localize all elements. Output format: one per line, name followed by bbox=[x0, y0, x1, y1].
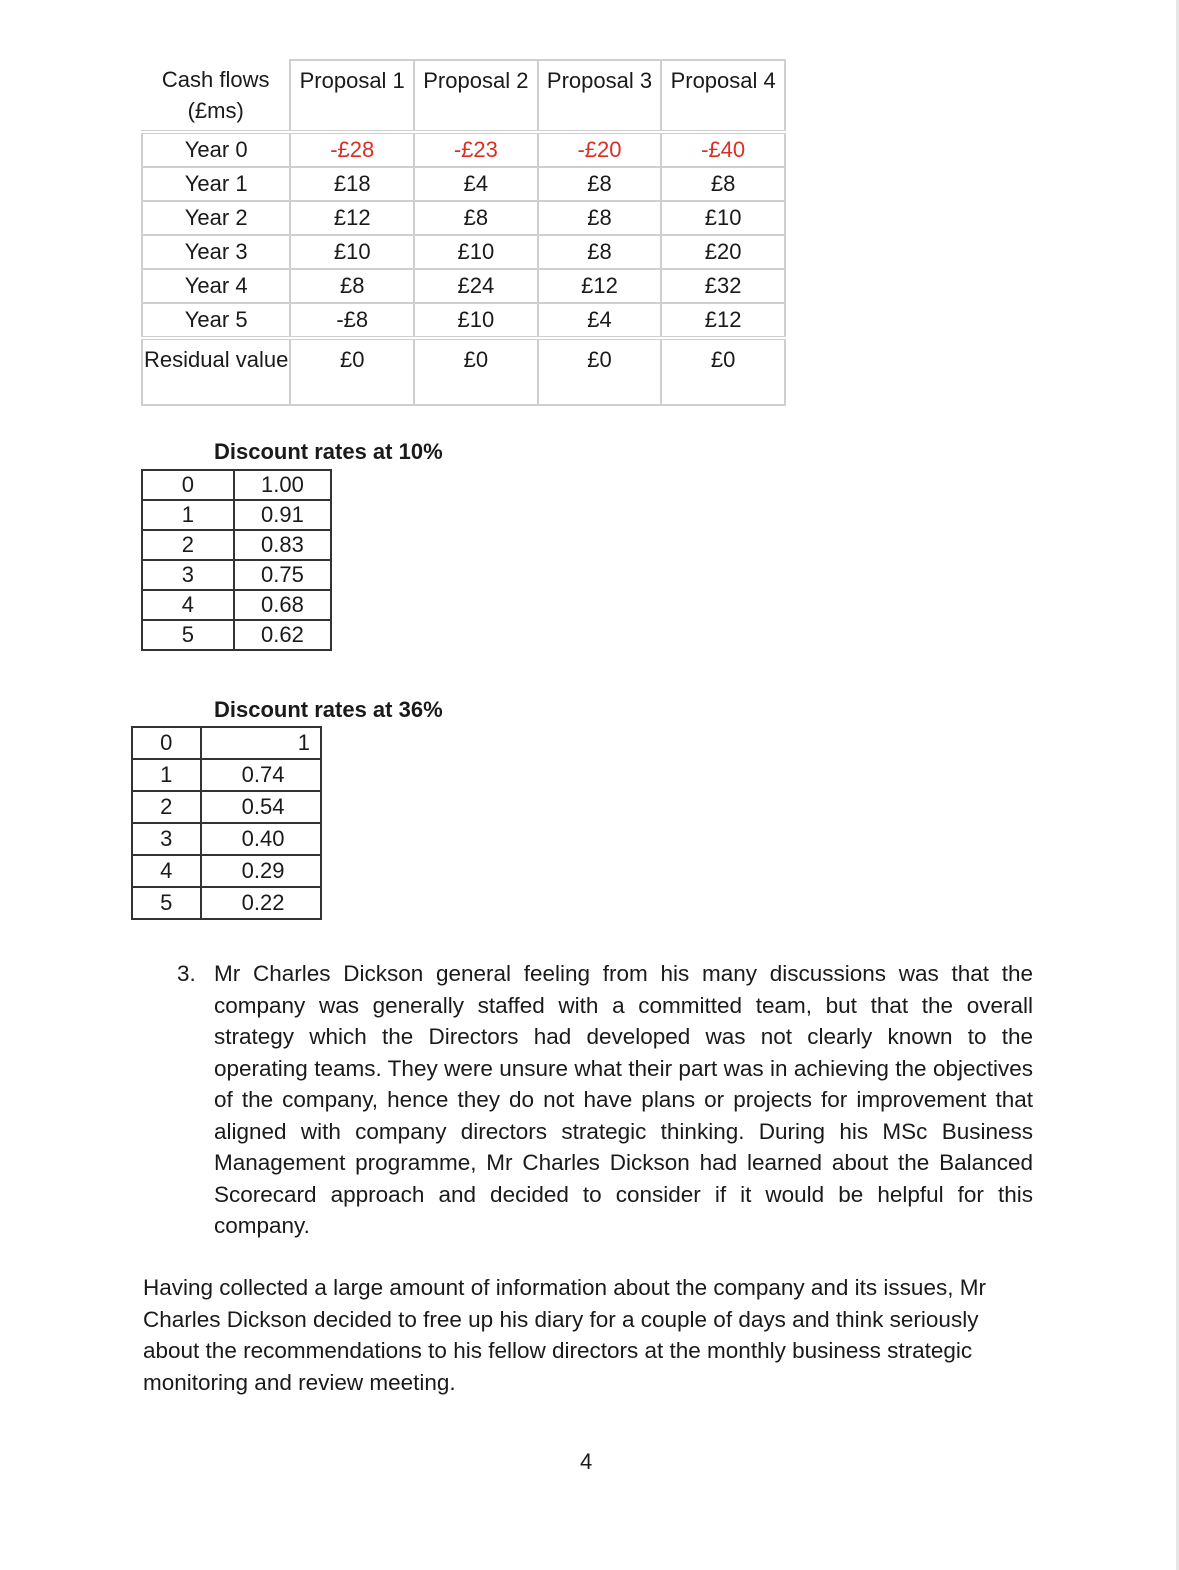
table-row bbox=[142, 500, 331, 530]
factor-cell: 0.75 bbox=[234, 560, 331, 590]
table-cell: £12 bbox=[538, 269, 662, 303]
table-row bbox=[132, 759, 321, 791]
table-cell: -£23 bbox=[414, 132, 538, 167]
table-row bbox=[132, 855, 321, 887]
row-label: Residual value bbox=[142, 338, 290, 405]
table-cell: £8 bbox=[414, 201, 538, 235]
factor-cell: 0.74 bbox=[201, 759, 321, 791]
closing-paragraph: Having collected a large amount of information about the company and its issues, Mr Charles Dickson decided to free up his diary for a couple of days and think seriously about the recommendations to his fellow directors at the monthly business strategic monitoring and review meeting. bbox=[143, 1275, 986, 1395]
table-cell: £8 bbox=[661, 167, 785, 201]
proposal-1-header: Proposal 1 bbox=[290, 60, 414, 132]
table-row bbox=[142, 530, 331, 560]
cashflow-header-row bbox=[142, 60, 785, 132]
year-cell: 3 bbox=[142, 560, 234, 590]
row-label: Year 3 bbox=[142, 235, 290, 269]
row-label: Year 0 bbox=[142, 132, 290, 167]
table-cell: £0 bbox=[414, 338, 538, 405]
list-number: 3. bbox=[177, 961, 196, 986]
table-cell: £12 bbox=[661, 303, 785, 338]
table-cell: £10 bbox=[661, 201, 785, 235]
table-cell: £4 bbox=[414, 167, 538, 201]
table-row bbox=[142, 132, 785, 167]
table-cell: £4 bbox=[538, 303, 662, 338]
row-label: Year 2 bbox=[142, 201, 290, 235]
table-cell: £32 bbox=[661, 269, 785, 303]
discount-10-title: Discount rates at 10% bbox=[214, 439, 443, 464]
table-cell: -£8 bbox=[290, 303, 414, 338]
table-row bbox=[142, 303, 785, 338]
factor-cell: 0.91 bbox=[234, 500, 331, 530]
table-cell: £0 bbox=[290, 338, 414, 405]
table-cell: £12 bbox=[290, 201, 414, 235]
factor-cell: 0.22 bbox=[201, 887, 321, 919]
factor-cell: 0.62 bbox=[234, 620, 331, 650]
table-row bbox=[142, 620, 331, 650]
table-cell: -£40 bbox=[661, 132, 785, 167]
factor-cell: 0.29 bbox=[201, 855, 321, 887]
year-cell: 1 bbox=[132, 759, 201, 791]
year-cell: 2 bbox=[142, 530, 234, 560]
year-cell: 0 bbox=[142, 470, 234, 500]
table-cell: £8 bbox=[538, 235, 662, 269]
residual-row bbox=[142, 338, 785, 405]
table-row bbox=[132, 887, 321, 919]
factor-cell: 1.00 bbox=[234, 470, 331, 500]
table-cell: £8 bbox=[538, 167, 662, 201]
table-row bbox=[142, 470, 331, 500]
discount-36-title: Discount rates at 36% bbox=[214, 697, 443, 722]
year-cell: 4 bbox=[132, 855, 201, 887]
table-cell: £0 bbox=[661, 338, 785, 405]
cashflow-header-label: Cash flows (£ms) bbox=[142, 60, 290, 132]
factor-cell: 0.54 bbox=[201, 791, 321, 823]
cashflow-table bbox=[141, 59, 786, 406]
table-row bbox=[142, 201, 785, 235]
table-cell: £20 bbox=[661, 235, 785, 269]
year-cell: 5 bbox=[142, 620, 234, 650]
table-cell: -£20 bbox=[538, 132, 662, 167]
proposal-2-header: Proposal 2 bbox=[414, 60, 538, 132]
table-row bbox=[142, 235, 785, 269]
table-cell: -£28 bbox=[290, 132, 414, 167]
row-label: Year 1 bbox=[142, 167, 290, 201]
year-cell: 5 bbox=[132, 887, 201, 919]
table-cell: £24 bbox=[414, 269, 538, 303]
year-cell: 1 bbox=[142, 500, 234, 530]
table-row bbox=[142, 269, 785, 303]
table-cell: £8 bbox=[290, 269, 414, 303]
row-label: Year 4 bbox=[142, 269, 290, 303]
paragraph-3: Mr Charles Dickson general feeling from his many discussions was that the company was generally staffed with a committed team, but that the overall strategy which the Directors had developed was not clearly known to the operating teams. They were unsure what their part was in achieving the objectives of the company, hence they do not have plans or projects for improvement that aligned with company directors strategic thinking. During his MSc Business Management programme, Mr Charles Dickson had learned about the Balanced Scorecard approach and decided to consider if it would be helpful for this company. bbox=[214, 961, 1033, 1238]
table-row bbox=[142, 560, 331, 590]
factor-cell: 1 bbox=[201, 727, 321, 759]
page-number: 4 bbox=[580, 1449, 593, 1474]
discount-36-table bbox=[131, 726, 322, 920]
row-label: Year 5 bbox=[142, 303, 290, 338]
table-cell: £10 bbox=[414, 235, 538, 269]
discount-10-table bbox=[141, 469, 332, 651]
table-cell: £8 bbox=[538, 201, 662, 235]
year-cell: 4 bbox=[142, 590, 234, 620]
factor-cell: 0.83 bbox=[234, 530, 331, 560]
year-cell: 2 bbox=[132, 791, 201, 823]
proposal-3-header: Proposal 3 bbox=[538, 60, 662, 132]
table-cell: £10 bbox=[414, 303, 538, 338]
table-cell: £18 bbox=[290, 167, 414, 201]
year-cell: 3 bbox=[132, 823, 201, 855]
factor-cell: 0.68 bbox=[234, 590, 331, 620]
table-row bbox=[132, 791, 321, 823]
factor-cell: 0.40 bbox=[201, 823, 321, 855]
table-row bbox=[132, 727, 321, 759]
table-cell: £0 bbox=[538, 338, 662, 405]
table-row bbox=[132, 823, 321, 855]
table-row bbox=[142, 590, 331, 620]
proposal-4-header: Proposal 4 bbox=[661, 60, 785, 132]
table-row bbox=[142, 167, 785, 201]
table-cell: £10 bbox=[290, 235, 414, 269]
year-cell: 0 bbox=[132, 727, 201, 759]
